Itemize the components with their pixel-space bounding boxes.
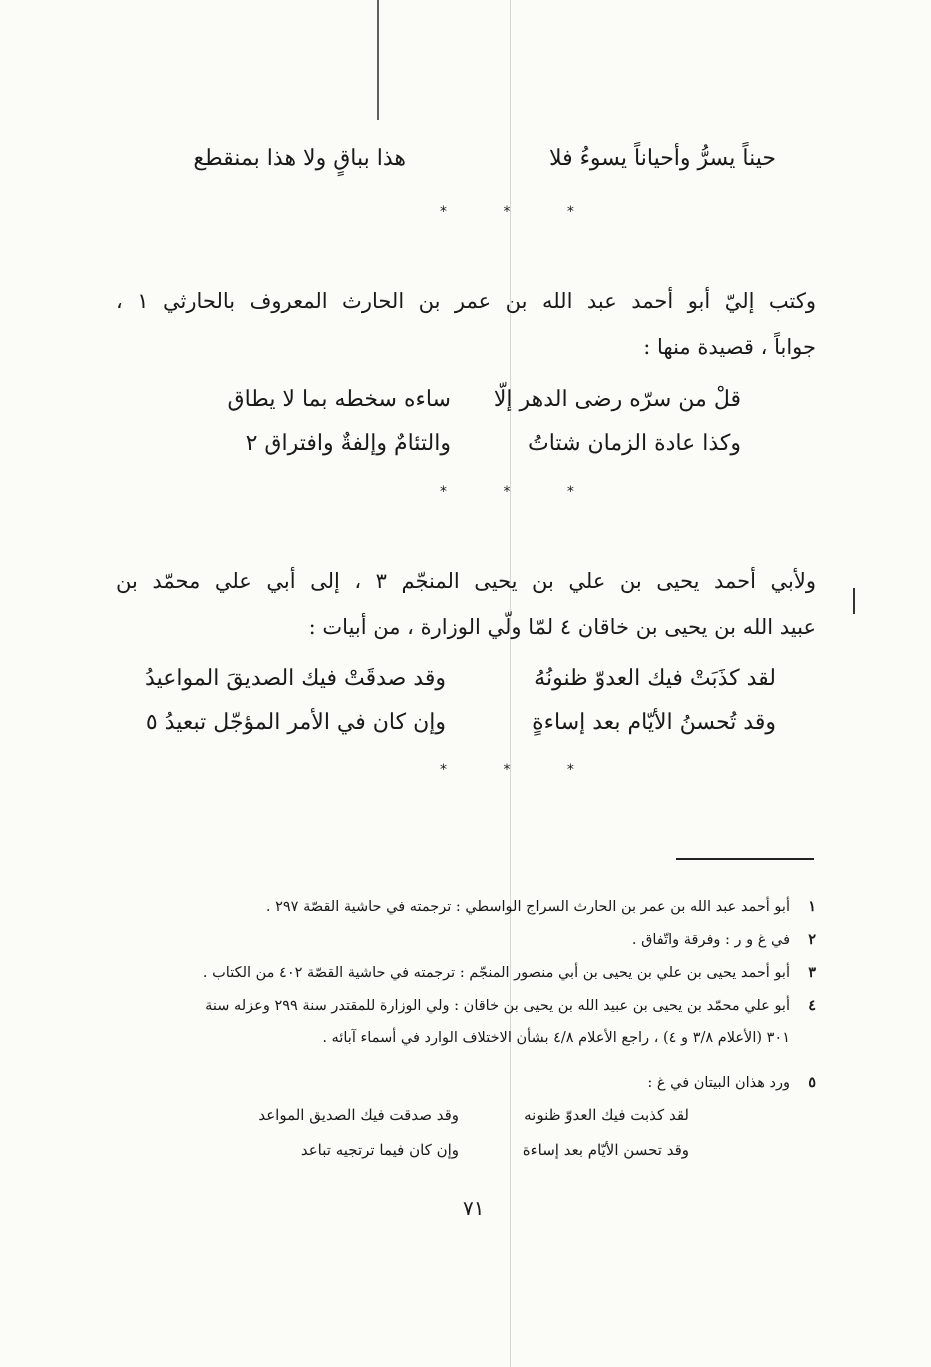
verse-hemistich-1: لقد كذَبَتْ فيك العدوّ ظنونُهُ bbox=[534, 666, 776, 691]
footnote-number: ٥ bbox=[808, 1074, 816, 1091]
footnote-2 bbox=[111, 923, 816, 957]
paragraph-2-line-1: ولأبي أحمد يحيى بن علي بن يحيى المنجّم ٣ ، إلى أبي علي محمّد بن bbox=[116, 569, 816, 593]
footnote-number: ٤ bbox=[808, 997, 816, 1014]
paragraph-1-line-1: وكتب إليّ أبو أحمد عبد الله بن عمر بن الحارث المعروف بالحارثي ١ ، bbox=[116, 289, 817, 313]
verse-hemistich-1: قلْ من سرّه رضى الدهر إلّا bbox=[493, 387, 741, 412]
section-separator: * * * bbox=[440, 204, 600, 220]
paragraph-2-line-2: عبيد الله بن يحيى بن خاقان ٤ لمّا ولّي الوزارة ، من أبيات : bbox=[308, 615, 816, 639]
footnote-5 bbox=[111, 1066, 816, 1100]
verse-hemistich-2: والتئامٌ وإلفةٌ وافتراق ٢ bbox=[245, 431, 451, 456]
verse-hemistich-2: هذا بباقٍ ولا هذا بمنقطع bbox=[193, 146, 406, 171]
footnote-3 bbox=[111, 956, 816, 990]
footnote-1 bbox=[111, 890, 816, 924]
footnote-4 bbox=[111, 989, 816, 1023]
footnote-verse-a bbox=[229, 1106, 689, 1124]
paragraph-2 bbox=[116, 558, 816, 650]
footnote-number: ٣ bbox=[808, 964, 816, 981]
footnote-4-continuation: ٣٠١ (الأعلام ٣/٨ و ٤) ، راجع الأعلام ٤/٨ بشأن الاختلاف الوارد في أسماء آبائه . bbox=[322, 1030, 790, 1046]
verse-hemistich-1: وكذا عادة الزمان شتاتُ bbox=[528, 431, 741, 456]
verse-hemistich-2: ساءه سخطه بما لا يطاق bbox=[227, 387, 451, 412]
verse-hemistich-2: وقد صدقَتْ فيك الصديقَ المواعيدُ bbox=[145, 666, 446, 691]
margin-mark bbox=[853, 588, 855, 614]
footnote-text: في غ و ر : وفرقة واتّفاق . bbox=[631, 932, 790, 948]
verse-hemistich-1: وقد تُحسنُ الأيّام بعد إساءةٍ bbox=[532, 710, 776, 735]
footnote-verse-b bbox=[229, 1141, 689, 1159]
verse-hemistich-1: حيناً يسرُّ وأحياناً يسوءُ فلا bbox=[548, 146, 776, 171]
verse-top bbox=[146, 146, 776, 171]
paragraph-1 bbox=[116, 278, 816, 370]
paragraph-1-line-2: جواباً ، قصيدة منها : bbox=[643, 335, 816, 359]
verse-2b bbox=[146, 710, 776, 735]
verse-hemistich-2: وإن كان في الأمر المؤجّل تبعيدُ ٥ bbox=[145, 710, 446, 735]
footnote-text: أبو أحمد عبد الله بن عمر بن الحارث السراج الواسطي : ترجمته في حاشية القصّة ٢٩٧ . bbox=[265, 899, 790, 915]
page-number: ٧١ bbox=[463, 1196, 485, 1220]
verse-1a bbox=[201, 387, 741, 412]
footnote-text: أبو أحمد يحيى بن علي بن يحيى بن أبي منصور المنجّم : ترجمته في حاشية القصّة ٤٠٢ من الكتاب . bbox=[202, 965, 790, 981]
section-separator: * * * bbox=[440, 484, 600, 500]
verse-2a bbox=[146, 666, 776, 691]
verse-hemistich-2: وإن كان فيما ترتجيه تباعد bbox=[300, 1141, 459, 1159]
verse-hemistich-1: لقد كذبت فيك العدوّ ظنونه bbox=[524, 1106, 689, 1124]
verse-1b bbox=[201, 431, 741, 456]
footnote-rule bbox=[676, 858, 814, 860]
verse-hemistich-2: وقد صدقت فيك الصديق المواعد bbox=[258, 1106, 459, 1124]
footnote-text: ورد هذان البيتان في غ : bbox=[647, 1075, 790, 1091]
footnote-number: ١ bbox=[808, 898, 816, 915]
footnote-number: ٢ bbox=[808, 931, 816, 948]
scan-artifact-line bbox=[377, 0, 379, 120]
footnote-text: أبو علي محمّد بن يحيى بن عبيد الله بن يحيى بن خاقان : ولي الوزارة للمقتدر سنة ٢٩٩ وعزله سنة bbox=[205, 998, 790, 1014]
verse-hemistich-1: وقد تحسن الأيّام بعد إساءة bbox=[522, 1141, 689, 1159]
section-separator: * * * bbox=[440, 762, 600, 778]
